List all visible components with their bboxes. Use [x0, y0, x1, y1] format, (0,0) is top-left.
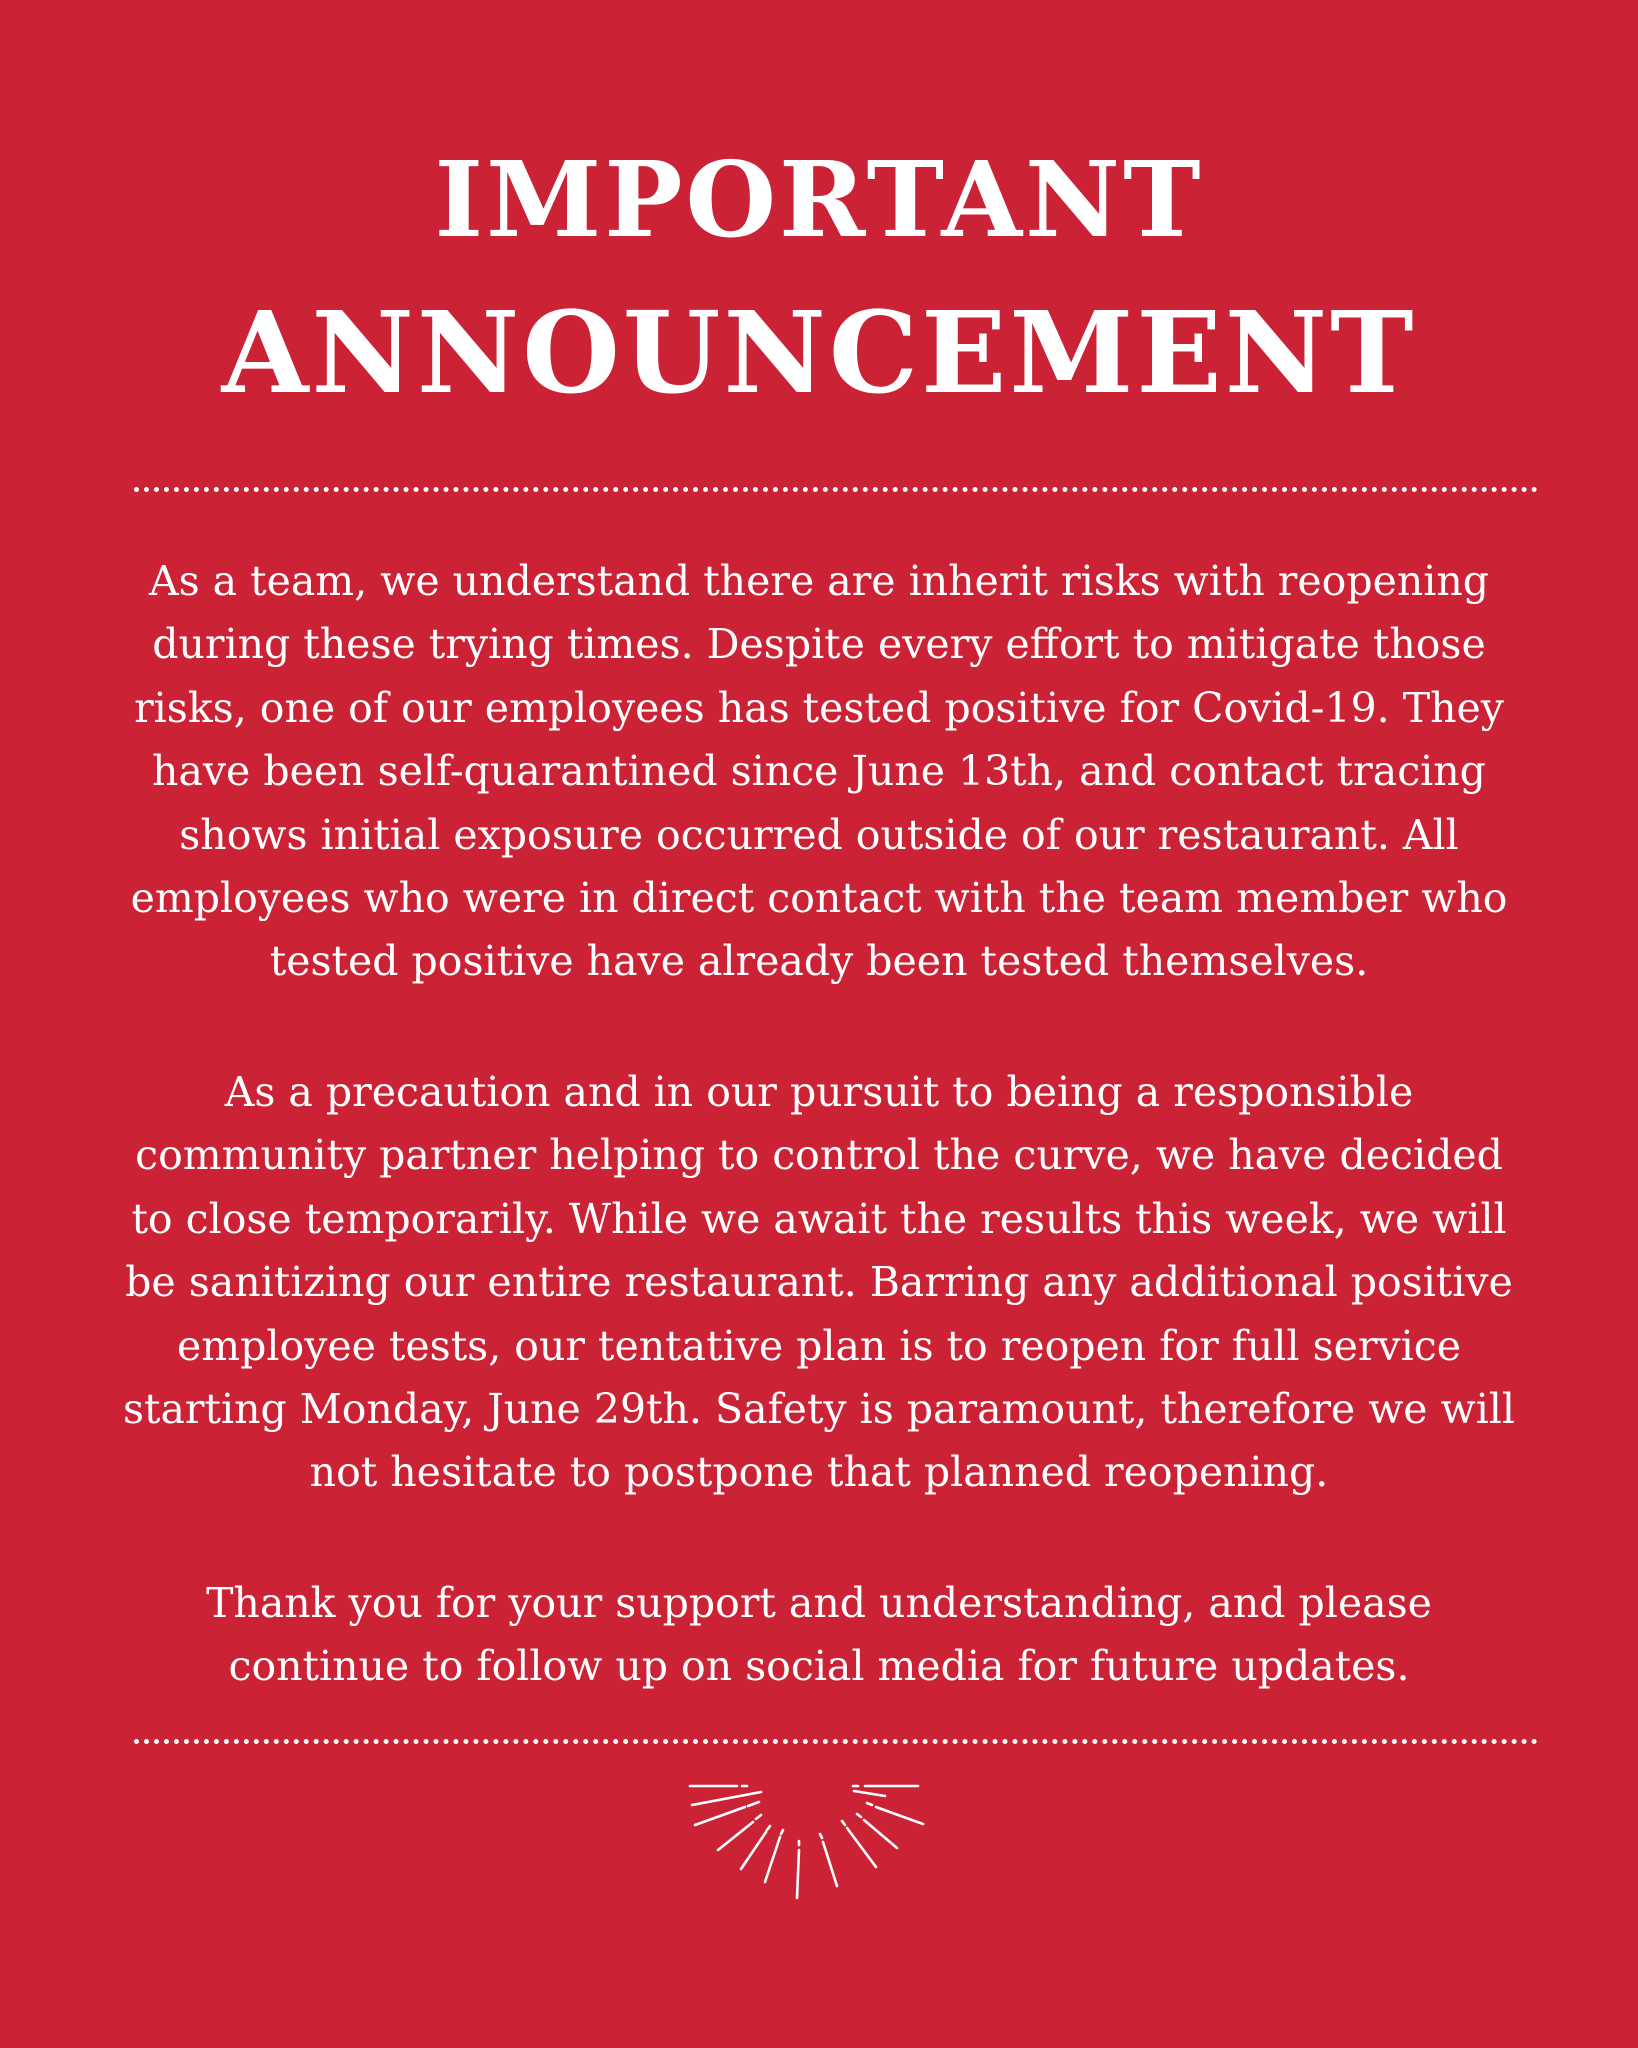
- paragraph-line: shows initial exposure occurred outside of our restaurant. All: [179, 810, 1459, 859]
- paragraph-line: continue to follow up on social media for future updates.: [228, 1642, 1410, 1691]
- paragraph-line: during these trying times. Despite every effort to mitigate those: [152, 620, 1486, 669]
- paragraph-line: risks, one of our employees has tested positive for Covid-19. They: [134, 683, 1504, 732]
- paragraph-line: employees who were in direct contact with the team member who: [130, 874, 1508, 923]
- bottom-dotted-divider: [134, 1739, 1538, 1744]
- paragraph-line: Thank you for your support and understanding, and please: [206, 1579, 1432, 1627]
- top-dotted-divider: [134, 487, 1538, 492]
- sunburst-ornament-icon: [669, 1770, 969, 1900]
- paragraph-line: As a team, we understand there are inherit risks with reopening: [148, 557, 1490, 605]
- paragraph-line: to close temporarily. While we await the results this week, we will: [131, 1194, 1507, 1243]
- paragraph-line: not hesitate to postpone that planned reopening.: [309, 1448, 1329, 1497]
- paragraph-line: employee tests, our tentative plan is to reopen for full service: [177, 1321, 1461, 1370]
- paragraph-line: community partner helping to control the curve, we have decided: [135, 1131, 1503, 1180]
- paragraph-3: [0, 1572, 1638, 1699]
- paragraph-line: starting Monday, June 29th. Safety is paramount, therefore we will: [122, 1385, 1516, 1434]
- paragraph-line: have been self-quarantined since June 13th, and contact tracing: [152, 747, 1486, 796]
- paragraph-line: be sanitizing our entire restaurant. Barring any additional positive: [125, 1258, 1513, 1307]
- paragraph-1: [0, 550, 1638, 994]
- title-line-1: IMPORTANT: [434, 138, 1204, 261]
- title-line-2: ANNOUNCEMENT: [221, 288, 1417, 419]
- paragraph-line: tested positive have already been tested themselves.: [269, 937, 1369, 986]
- paragraph-2: [0, 1061, 1638, 1505]
- paragraph-line: As a precaution and in our pursuit to being a responsible: [224, 1068, 1414, 1116]
